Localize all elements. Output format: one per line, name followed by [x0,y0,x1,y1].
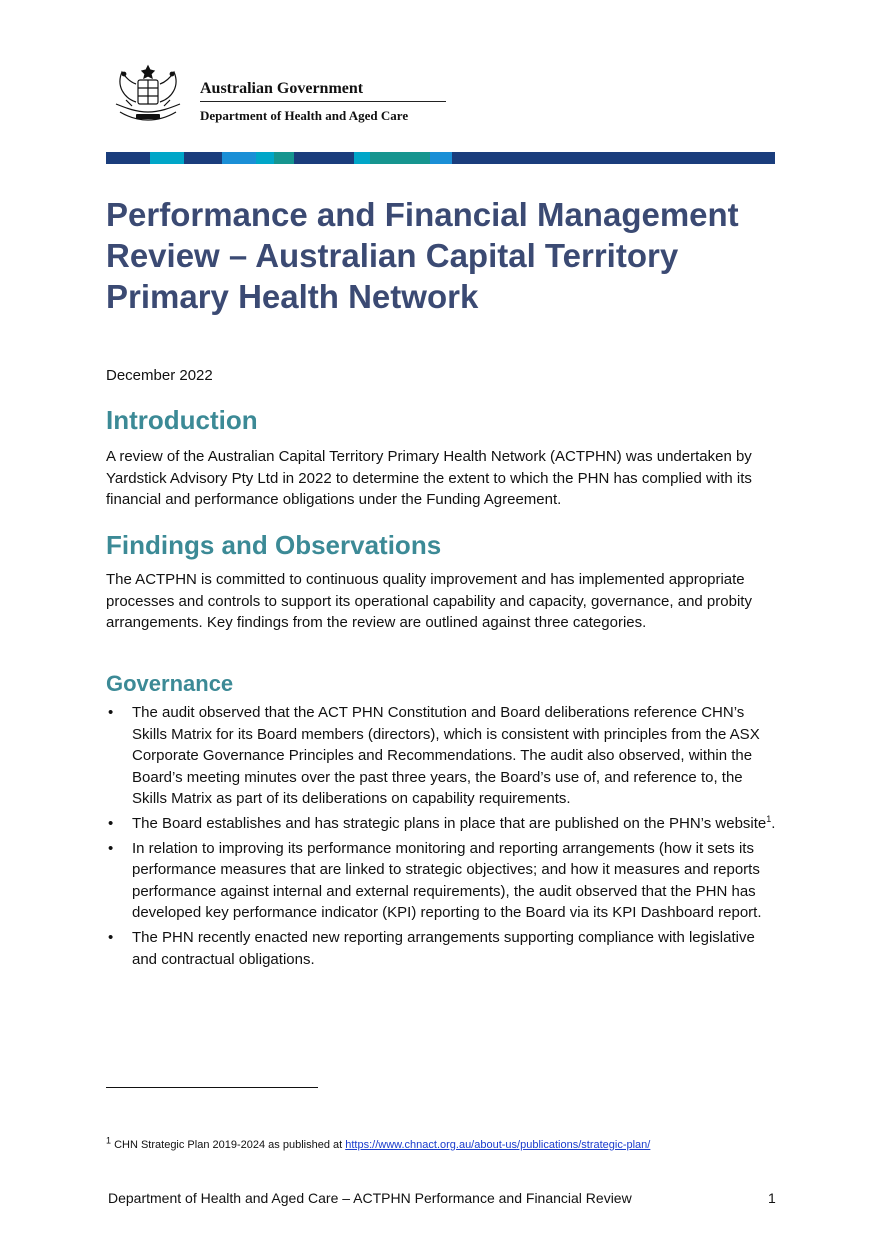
bullet-text: The Board establishes and has strategic plans in place that are published on the PHN’s website [132,814,767,832]
bullet-text-suffix: . [771,814,776,832]
government-title: Australian Government [200,80,364,97]
bullet-text: In relation to improving its performance monitoring and reporting arrangements (how it sets its performance measures that are linked to strategic objectives; and how it measures and reports performance against internal and external requirements), the audit observed that the PHN has developed key performance indicator (KPI) reporting to the Board via its KPI Dashboard report. [132,839,762,922]
governance-bullet [106,838,778,924]
document-title: Performance and Financial Management Review – Australian Capital Territory Primary Health Network [106,196,739,315]
governance-bullet [106,813,778,835]
government-logo [106,62,446,130]
band-segment [222,152,256,164]
bullet-marker: • [108,839,114,857]
footnote-separator [106,1087,318,1088]
governance-bullet-list [106,702,778,973]
governance-bullet [106,927,778,970]
band-segment [256,152,274,164]
footnote-reference[interactable]: 1 [766,813,772,824]
page-number: 1 [768,1190,776,1206]
department-name: Department of Health and Aged Care [200,108,409,123]
introduction-paragraph: A review of the Australian Capital Territory Primary Health Network (ACTPHN) was undertaken by Yardstick Advisory Pty Ltd in 2022 to determine the extent to which the PHN has complied with its financial and performance obligations under the Funding Agreement. [106,448,752,509]
document-date: December 2022 [106,367,213,384]
bullet-text: The audit observed that the ACT PHN Constitution and Board deliberations reference CHN’s Skills Matrix for its Board members (directors), which is consistent with principles from the ASX Corporate Governance Principles and Recommendations. The audit also observed, within the Board’s meeting minutes over the past three years, the Board’s use of, and reference to, the Skills Matrix as part of its deliberations on capability requirements. [132,704,760,808]
findings-heading: Findings and Observations [106,530,442,560]
band-segment [354,152,370,164]
band-segment [274,152,294,164]
band-segment [452,152,775,164]
band-segment [184,152,222,164]
band-segment [430,152,452,164]
footnote-number: 1 [106,1135,112,1146]
band-segment [150,152,184,164]
bullet-marker: • [108,704,114,721]
coat-of-arms-icon [106,62,190,126]
band-segment [294,152,352,164]
bullet-text: The PHN recently enacted new reporting arrangements supporting compliance with legislative and contractual obligations. [132,928,755,968]
header-color-band [106,152,775,164]
page-footer-title: Department of Health and Aged Care – ACTPHN Performance and Financial Review [108,1190,632,1206]
band-segment [106,152,150,164]
findings-paragraph: The ACTPHN is committed to continuous quality improvement and has implemented appropriate processes and controls to support its operational capability and capacity, governance, and probity arrangements. Key findings from the review are outlined against three categories. [106,571,752,632]
footnote [106,1135,651,1151]
footnote-link[interactable]: https://www.chnact.org.au/about-us/publications/strategic-plan/ [345,1139,651,1151]
governance-heading: Governance [106,671,234,696]
logo-divider [200,101,446,102]
bullet-marker: • [108,928,114,946]
band-segment [370,152,430,164]
bullet-marker: • [108,814,114,832]
governance-bullet [106,702,778,810]
introduction-heading: Introduction [106,405,258,435]
footnote-text: CHN Strategic Plan 2019-2024 as published at [114,1139,343,1151]
